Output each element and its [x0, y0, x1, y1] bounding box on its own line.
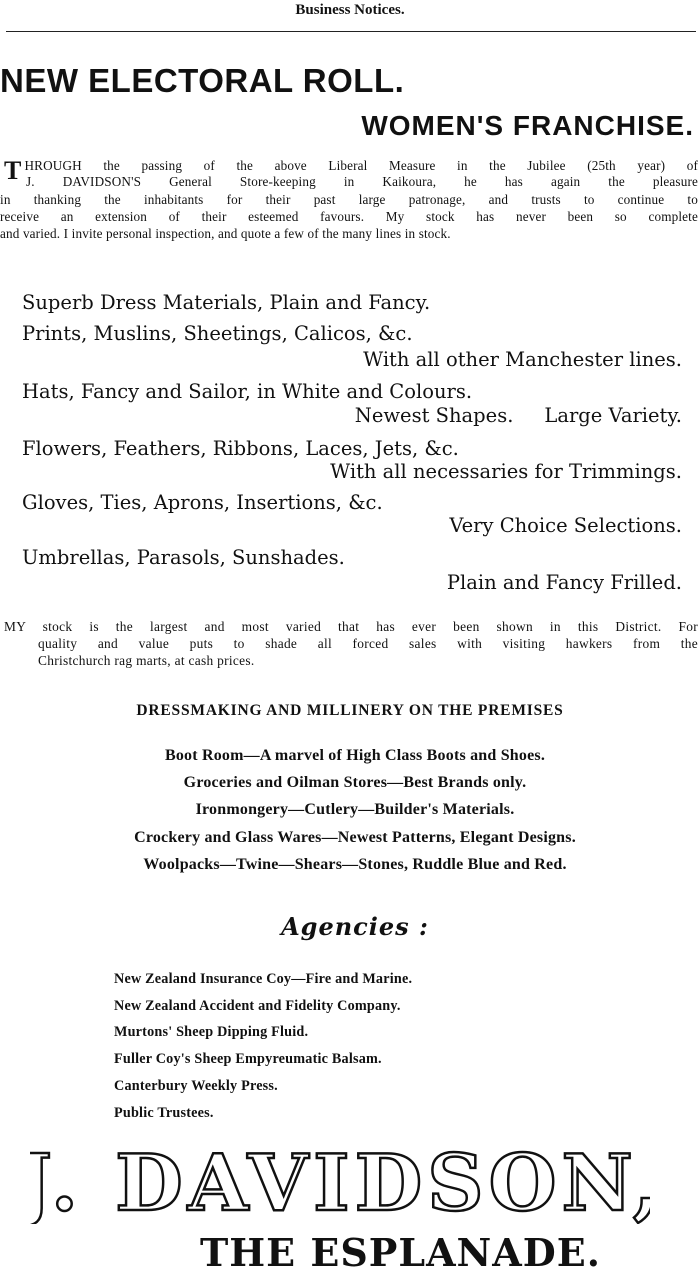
- divider: [6, 31, 696, 32]
- stock-line-main: Gloves, Ties, Aprons, Insertions, &c.: [22, 491, 383, 514]
- intro-line: receive an extension of their esteemed favours. My stock has never been so complete: [0, 209, 698, 224]
- dressmaking-heading: DRESSMAKING AND MILLINERY ON THE PREMISES: [136, 702, 564, 719]
- agency-item: New Zealand Insurance Coy—Fire and Marine.: [114, 971, 413, 987]
- intro-paragraph: [4, 158, 698, 190]
- department-line: Woolpacks—Twine—Shears—Stones, Ruddle Blue and Red.: [143, 856, 567, 873]
- stock-line-sub: With all other Manchester lines.: [363, 348, 682, 371]
- merchant-name: [30, 1138, 650, 1224]
- merchant-name-lettering: [30, 1138, 650, 1224]
- headline-electoral-roll: NEW ELECTORAL ROLL.: [0, 62, 405, 99]
- intro-line: and varied. I invite personal inspection, and quote a few of the many lines in stock.: [0, 226, 451, 241]
- agency-item: Canterbury Weekly Press.: [114, 1078, 278, 1094]
- stock-line-main: Prints, Muslins, Sheetings, Calicos, &c.: [22, 322, 413, 345]
- merchant-name-text: J. DAVIDSON,: [30, 1138, 650, 1224]
- stock-line-sub: Very Choice Selections.: [449, 514, 682, 537]
- department-line: Ironmongery—Cutlery—Builder's Materials.: [195, 801, 515, 818]
- merchant-address: THE ESPLANADE.: [200, 1230, 601, 1275]
- stock-line-main: Umbrellas, Parasols, Sunshades.: [22, 546, 345, 569]
- intro-line: in thanking the inhabitants for their past large patronage, and trusts to continue to: [0, 192, 698, 207]
- department-line: Boot Room—A marvel of High Class Boots and Shoes.: [164, 747, 546, 764]
- intro-line: HROUGH the passing of the above Liberal Measure in the Jubilee (25th year) of: [24, 158, 698, 173]
- stock-notice-line: quality and value puts to shade all forced sales with visiting hawkers from the: [38, 636, 698, 651]
- stock-line-main: Flowers, Feathers, Ribbons, Laces, Jets, &c.: [22, 437, 459, 460]
- agency-item: Fuller Coy's Sheep Empyreumatic Balsam.: [114, 1051, 382, 1067]
- stock-line-main: Superb Dress Materials, Plain and Fancy.: [22, 291, 431, 314]
- stock-line-main: Hats, Fancy and Sailor, in White and Colours.: [22, 380, 473, 403]
- agency-item: Public Trustees.: [114, 1105, 214, 1121]
- section-heading: Business Notices.: [295, 2, 405, 18]
- stock-notice-line: Christchurch rag marts, at cash prices.: [38, 653, 255, 668]
- headline-womens-franchise: WOMEN'S FRANCHISE.: [361, 110, 694, 141]
- stock-notice-line: MY stock is the largest and most varied that has ever been shown in this District. For: [4, 619, 698, 634]
- department-line: Groceries and Oilman Stores—Best Brands only.: [183, 774, 527, 791]
- stock-line-sub: With all necessaries for Trimmings.: [330, 460, 682, 483]
- stock-line-sub: Newest Shapes. Large Variety.: [354, 404, 682, 427]
- agency-item: Murtons' Sheep Dipping Fluid.: [114, 1024, 309, 1040]
- department-line: Crockery and Glass Wares—Newest Patterns, Elegant Designs.: [134, 829, 576, 846]
- intro-line: J. DAVIDSON'S General Store-keeping in Kaikoura, he has again the pleasure: [26, 174, 698, 189]
- stock-line-sub: Plain and Fancy Frilled.: [446, 571, 682, 594]
- agencies-heading: Agencies :: [281, 912, 429, 941]
- agency-item: New Zealand Accident and Fidelity Company.: [114, 998, 401, 1014]
- drop-cap: T: [4, 156, 22, 185]
